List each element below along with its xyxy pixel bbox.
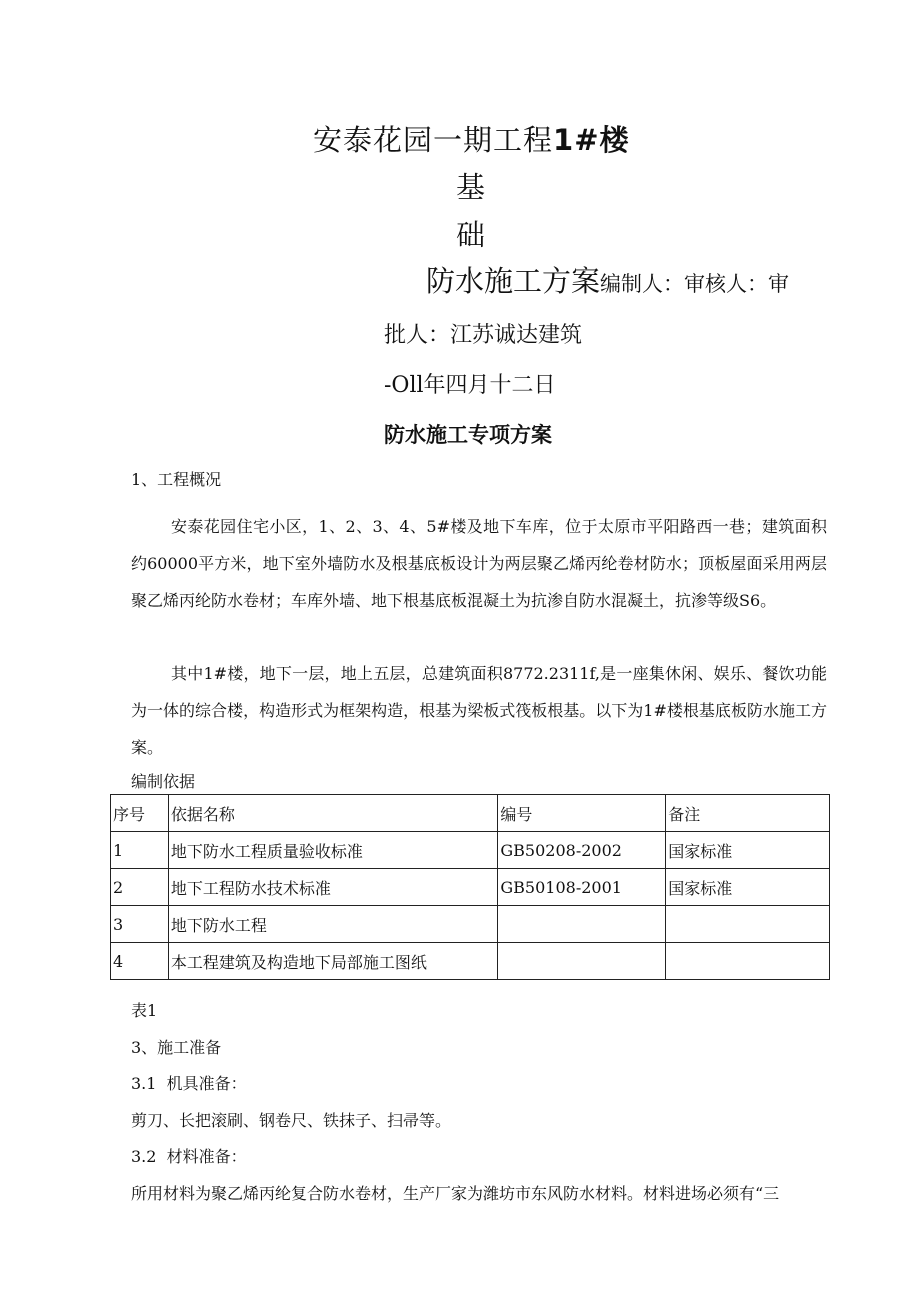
table-caption: 表1 xyxy=(131,1001,158,1020)
header-cell-code: 编号 xyxy=(498,795,666,832)
section3-1-text: 剪刀、长把滚刷、钢卷尺、铁抹子、扫帚等。 xyxy=(131,1111,452,1130)
cell-code xyxy=(498,943,666,980)
section1-title: 1、工程概况 xyxy=(131,470,222,489)
doc-heading: 防水施工专项方案 xyxy=(384,423,552,447)
cell-code: GB50208-2002 xyxy=(498,832,666,869)
cell-name: 地下防水工程质量验收标准 xyxy=(168,832,497,869)
cover-title-plan: 防水施工方案 xyxy=(426,264,601,298)
cell-code xyxy=(498,906,666,943)
cell-remark xyxy=(666,906,830,943)
cell-remark: 国家标准 xyxy=(666,832,830,869)
table-row xyxy=(111,832,830,869)
cover-approver-line: 批人：江苏诚达建筑 xyxy=(384,323,583,348)
cover-title-char-chu: 础 xyxy=(456,218,486,252)
cover-title-number: 1#楼 xyxy=(553,123,630,157)
cover-title-line1: 安泰花园一期工程1#楼 xyxy=(313,123,630,157)
header-cell-name: 依据名称 xyxy=(168,795,497,832)
cell-no: 1 xyxy=(111,832,169,869)
table-header-row xyxy=(111,795,830,832)
cell-no: 3 xyxy=(111,906,169,943)
table-row xyxy=(111,869,830,906)
section3-1-title: 3.1 机具准备： xyxy=(131,1074,247,1093)
table-row xyxy=(111,906,830,943)
section3-2-title: 3.2 材料准备： xyxy=(131,1147,247,1166)
cell-code: GB50108-2001 xyxy=(498,869,666,906)
basis-table xyxy=(110,794,830,980)
cover-editor-line: 编制人：审核人：审 xyxy=(600,272,790,296)
section3-title: 3、施工准备 xyxy=(131,1038,222,1057)
cell-name: 本工程建筑及构造地下局部施工图纸 xyxy=(168,943,497,980)
cell-remark: 国家标准 xyxy=(666,869,830,906)
cover-title-line4 xyxy=(426,259,789,300)
section1-paragraph-2: 其中1#楼，地下一层，地上五层，总建筑面积8772.2311f,是一座集休闲、娱乐、餐饮功能为一体的综合楼，构造形式为框架构造，根基为梁板式筏板根基。以下为1#楼根基底板防水施工方案。 xyxy=(131,664,827,757)
cell-name: 地下防水工程 xyxy=(168,906,497,943)
section3-2-text: 所用材料为聚乙烯丙纶复合防水卷材，生产厂家为潍坊市东风防水材料。材料进场必须有“三 xyxy=(131,1184,780,1203)
section1-paragraph-1: 安泰花园住宅小区，1、2、3、4、5#楼及地下车库，位于太原市平阳路西一巷；建筑面积约60000平方米，地下室外墙防水及根基底板设计为两层聚乙烯丙纶卷材防水；顶板屋面采用两层聚乙烯丙纶防水卷材；车库外墙、地下根基底板混凝土为抗渗自防水混凝土，抗渗等级S6。 xyxy=(131,517,827,610)
cell-no: 2 xyxy=(111,869,169,906)
basis-label: 编制依据 xyxy=(131,772,196,791)
cover-title-char-ji: 基 xyxy=(456,170,486,204)
cell-remark xyxy=(666,943,830,980)
header-cell-remark: 备注 xyxy=(666,795,830,832)
cell-no: 4 xyxy=(111,943,169,980)
cell-name: 地下工程防水技术标准 xyxy=(168,869,497,906)
header-cell-no: 序号 xyxy=(111,795,169,832)
table-row xyxy=(111,943,830,980)
cover-date-line: -Oll年四月十二日 xyxy=(384,373,556,398)
